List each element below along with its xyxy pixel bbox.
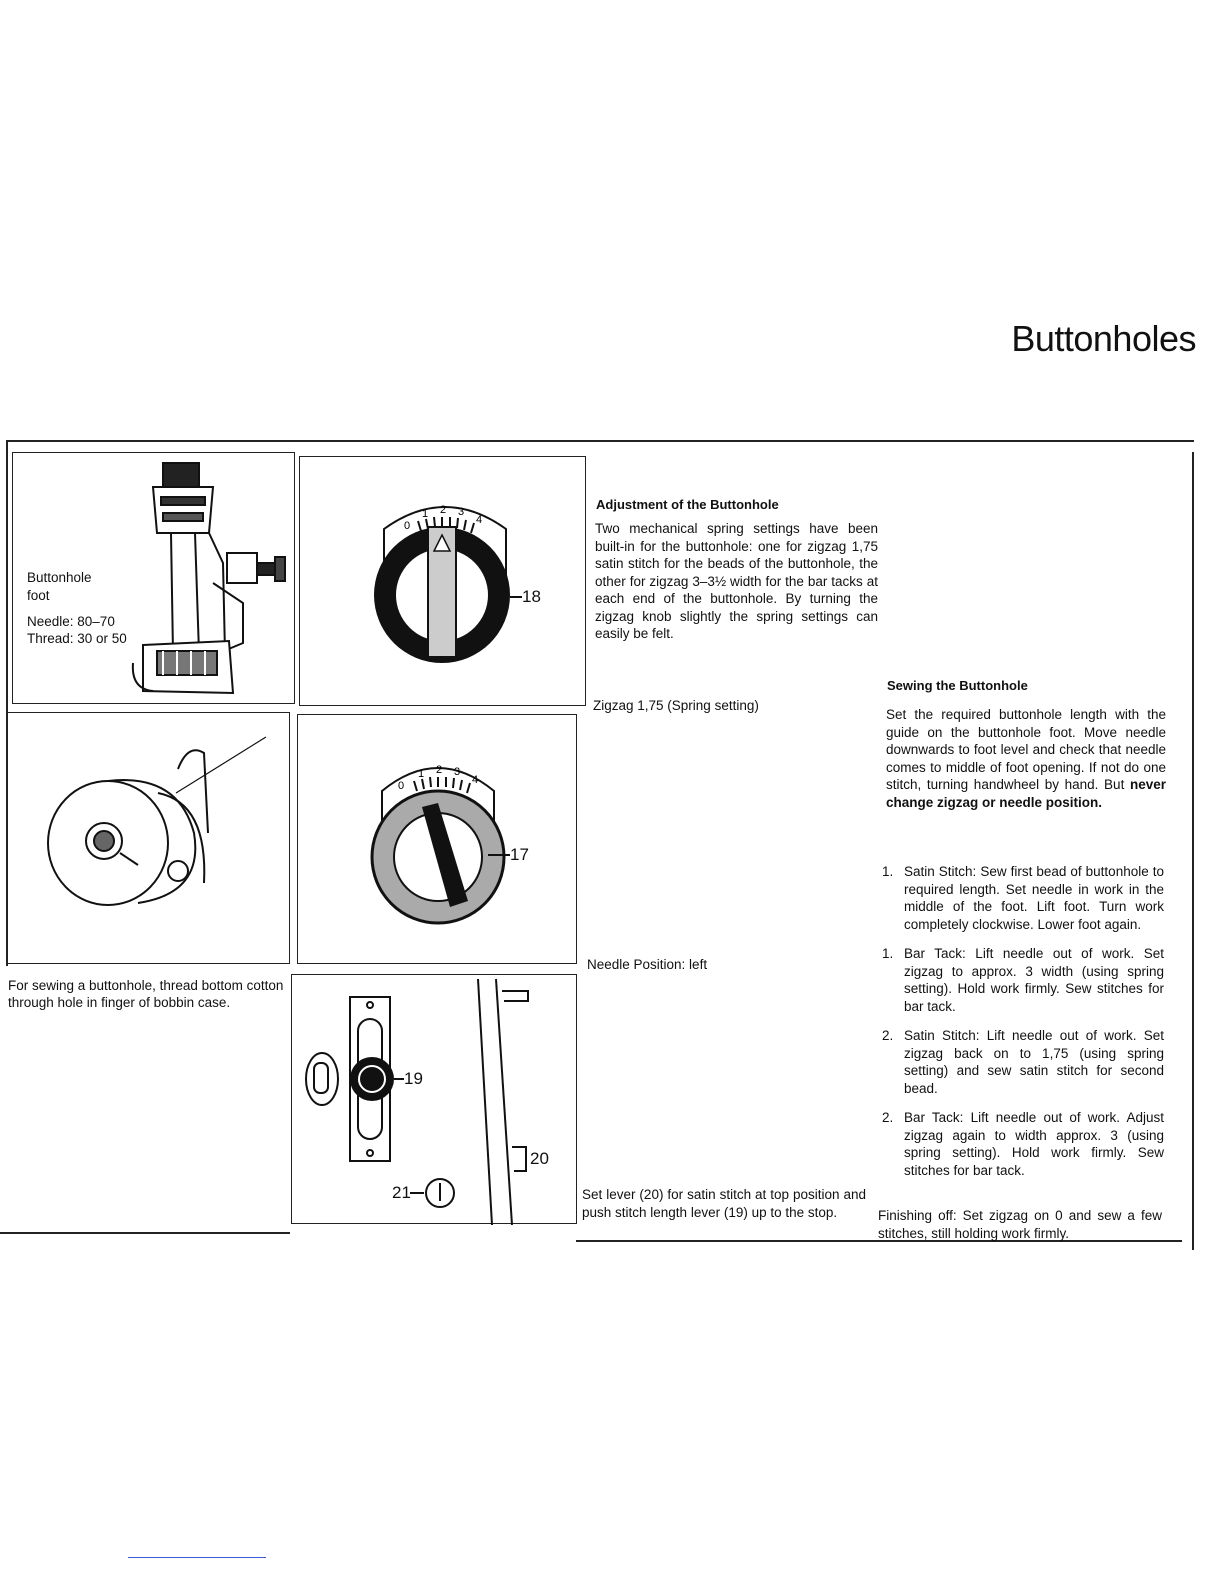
svg-text:4: 4	[472, 774, 479, 786]
bottom-rule	[128, 1557, 266, 1558]
sewing-intro-text: Set the required buttonhole length with the guide on the buttonhole foot. Move needle downwards to foot level and check that needle comes to middle of foot opening. If not do one stitch, turning handwheel by hand. But	[886, 707, 1166, 792]
svg-text:1: 1	[422, 508, 429, 520]
step-item	[882, 1109, 1164, 1179]
frame-right-rule	[1192, 452, 1194, 1250]
adjustment-heading: Adjustment of the Buttonhole	[596, 497, 779, 512]
bobbin-caption: For sewing a buttonhole, thread bottom cotton through hole in finger of bobbin case.	[8, 978, 284, 1010]
needle-spec: Needle: 80–70	[27, 614, 115, 629]
step-number: 1.	[882, 864, 894, 879]
callout-18: 18	[522, 587, 541, 606]
callout-21: 21	[392, 1183, 411, 1202]
callout-17: 17	[510, 845, 529, 864]
finishing-off: Finishing off: Set zigzag on 0 and sew a few stitches, still holding work firmly.	[878, 1208, 1162, 1241]
svg-text:3: 3	[454, 766, 461, 778]
needle-position-dial-illustration	[298, 715, 578, 965]
svg-text:4: 4	[476, 514, 483, 526]
sewing-intro	[886, 706, 1166, 811]
step-number: 2.	[882, 1028, 894, 1043]
sewing-warning: never change zigzag or needle position.	[886, 777, 1166, 810]
step-text: Satin Stitch: Lift needle out of work. Set zigzag back on to 1,75 (using spring setting) and sew satin stitch for second bead.	[904, 1028, 1164, 1096]
figure-zigzag-dial	[299, 456, 586, 706]
needle-position-caption: Needle Position: left	[587, 957, 708, 972]
svg-text:0: 0	[404, 520, 411, 532]
sewing-heading: Sewing the Buttonhole	[887, 678, 1028, 693]
figure-bobbin-case	[7, 712, 290, 964]
step-text: Satin Stitch: Sew first bead of buttonhole to required length. Set needle in work in the middle of the foot. Lift foot. Turn work completely clockwise. Lower foot again.	[904, 864, 1164, 932]
svg-text:1: 1	[418, 768, 425, 780]
levers-illustration	[292, 975, 578, 1225]
step-item	[882, 945, 1164, 1015]
frame-bottom-rule	[0, 1232, 290, 1234]
adjustment-text: Two mechanical spring settings have been built-in for the buttonhole: one for zigzag 1,75 satin stitch for the beads of the buttonhole, the other for zigzag 3–3½ width for the bar tacks at each end of the buttonhole. By turning the zigzag knob slightly the spring settings can easily be felt.	[595, 521, 878, 641]
levers-caption: Set lever (20) for satin stitch at top position and push stitch length lever (19) up to the stop.	[582, 1187, 866, 1220]
step-text: Bar Tack: Lift needle out of work. Set zigzag to approx. 3 width (using spring setting). Hold work firmly. Sew stitches for bar tack.	[904, 946, 1164, 1014]
foot-label-line1: Buttonhole	[27, 570, 92, 585]
svg-text:3: 3	[458, 506, 465, 518]
step-item	[882, 863, 1164, 933]
figure-buttonhole-foot	[12, 452, 295, 704]
step-text: Bar Tack: Lift needle out of work. Adjust zigzag again to width approx. 3 (using spring setting). Hold work firmly. Sew stitches for bar tack.	[904, 1110, 1164, 1178]
callout-20: 20	[530, 1149, 549, 1168]
step-number: 2.	[882, 1110, 894, 1125]
sewing-steps	[882, 863, 1164, 1191]
step-number: 1.	[882, 946, 894, 961]
zigzag-dial-illustration	[300, 457, 587, 707]
zigzag-caption: Zigzag 1,75 (Spring setting)	[593, 698, 759, 713]
page-title: Buttonholes	[1011, 318, 1196, 359]
foot-label-line2: foot	[27, 588, 50, 603]
step-item	[882, 1027, 1164, 1097]
frame-top-rule	[6, 440, 1194, 442]
svg-text:0: 0	[398, 780, 405, 792]
thread-spec: Thread: 30 or 50	[27, 631, 127, 646]
callout-19: 19	[404, 1069, 423, 1088]
bobbin-case-illustration	[8, 713, 291, 965]
svg-text:2: 2	[440, 504, 447, 516]
figure-needle-position-dial	[297, 714, 577, 964]
svg-text:2: 2	[436, 764, 443, 776]
figure-levers	[291, 974, 577, 1224]
